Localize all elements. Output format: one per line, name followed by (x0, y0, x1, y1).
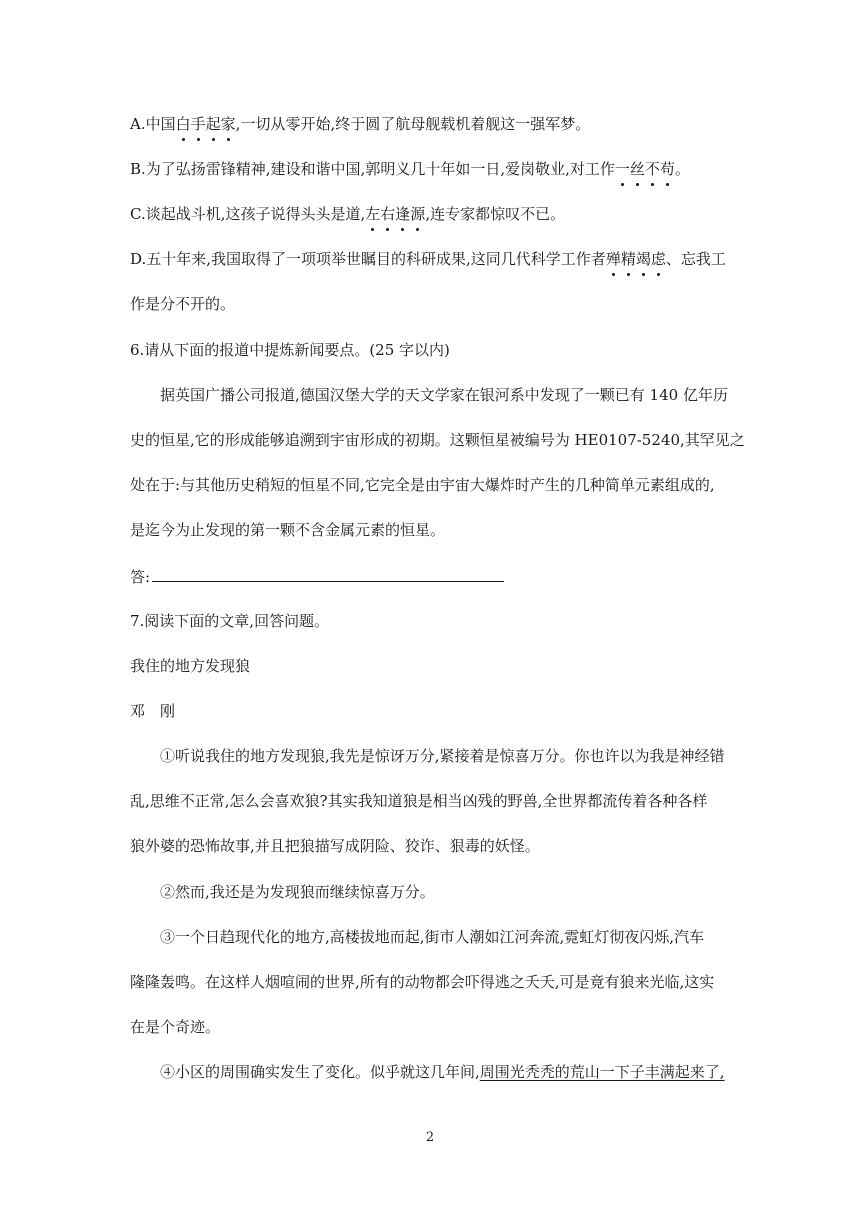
article-paragraph-4: ④小区的周围确实发生了变化。似乎就这几年间,周围光秃秃的荒山一下子丰满起来了, (160, 1063, 725, 1081)
question-7-prompt: 7.阅读下面的文章,回答问题。 (130, 612, 330, 630)
option-d-continued: 作是分不开的。 (130, 295, 236, 313)
article-paragraph-line: 狼外婆的恐怖故事,并且把狼描写成阴险、狡诈、狠毒的妖怪。 (130, 837, 540, 855)
article-paragraph-line: ③一个日趋现代化的地方,高楼拔地而起,街市人潮如江河奔流,霓虹灯彻夜闪烁,汽车 (160, 928, 705, 946)
article-title: 我住的地方发现狼 (130, 657, 251, 675)
news-passage-line: 据英国广播公司报道,德国汉堡大学的天文学家在银河系中发现了一颗已有 140 亿年历 (160, 386, 728, 404)
article-paragraph-line: ②然而,我还是为发现狼而继续惊喜万分。 (160, 883, 435, 901)
question-6-prompt: 6.请从下面的报道中提炼新闻要点。(25 字以内) (130, 341, 450, 359)
news-passage-line: 史的恒星,它的形成能够追溯到宇宙形成的初期。这颗恒星被编号为 HE0107-5240,其罕见之 (130, 431, 745, 449)
news-passage-line: 处在于:与其他历史稍短的恒星不同,它完全是由宇宙大爆炸时产生的几种简单元素组成的, (130, 476, 715, 494)
answer-blank[interactable] (152, 566, 504, 582)
article-paragraph-line: 乱,思维不正常,怎么会喜欢狼?其实我知道狼是相当凶残的野兽,全世界都流传着各种各样 (130, 792, 708, 810)
article-author: 邓 刚 (130, 702, 176, 720)
article-paragraph-line: ①听说我住的地方发现狼,我先是惊讶万分,紧接着是惊喜万分。你也许以为我是神经错 (160, 747, 725, 765)
option-b: B.为了弘扬雷锋精神,建设和谐中国,郭明义几十年如一日,爱岗敬业,对工作一丝不苟。 (130, 160, 690, 178)
option-c: C.谈起战斗机,这孩子说得头头是道,左右逢源,连专家都惊叹不已。 (130, 205, 566, 223)
option-d: D.五十年来,我国取得了一项项举世瞩目的科研成果,这同几代科学工作者殚精竭虑、忘我工 (130, 250, 726, 268)
option-a: A.中国白手起家,一切从零开始,终于圆了航母舰载机着舰这一强军梦。 (130, 115, 591, 133)
news-passage-line: 是迄今为止发现的第一颗不含金属元素的恒星。 (130, 521, 446, 539)
answer-row (130, 566, 504, 587)
article-paragraph-line: 在是个奇迹。 (130, 1018, 221, 1036)
underlined-sentence: 周围光秃秃的荒山一下子丰满起来了, (479, 1063, 725, 1081)
article-paragraph-line: 隆隆轰鸣。在这样人烟喧闹的世界,所有的动物都会吓得逃之夭夭,可是竟有狼来光临,这实 (130, 973, 715, 991)
page-number: 2 (425, 1130, 435, 1145)
answer-label: 答: (130, 568, 151, 586)
